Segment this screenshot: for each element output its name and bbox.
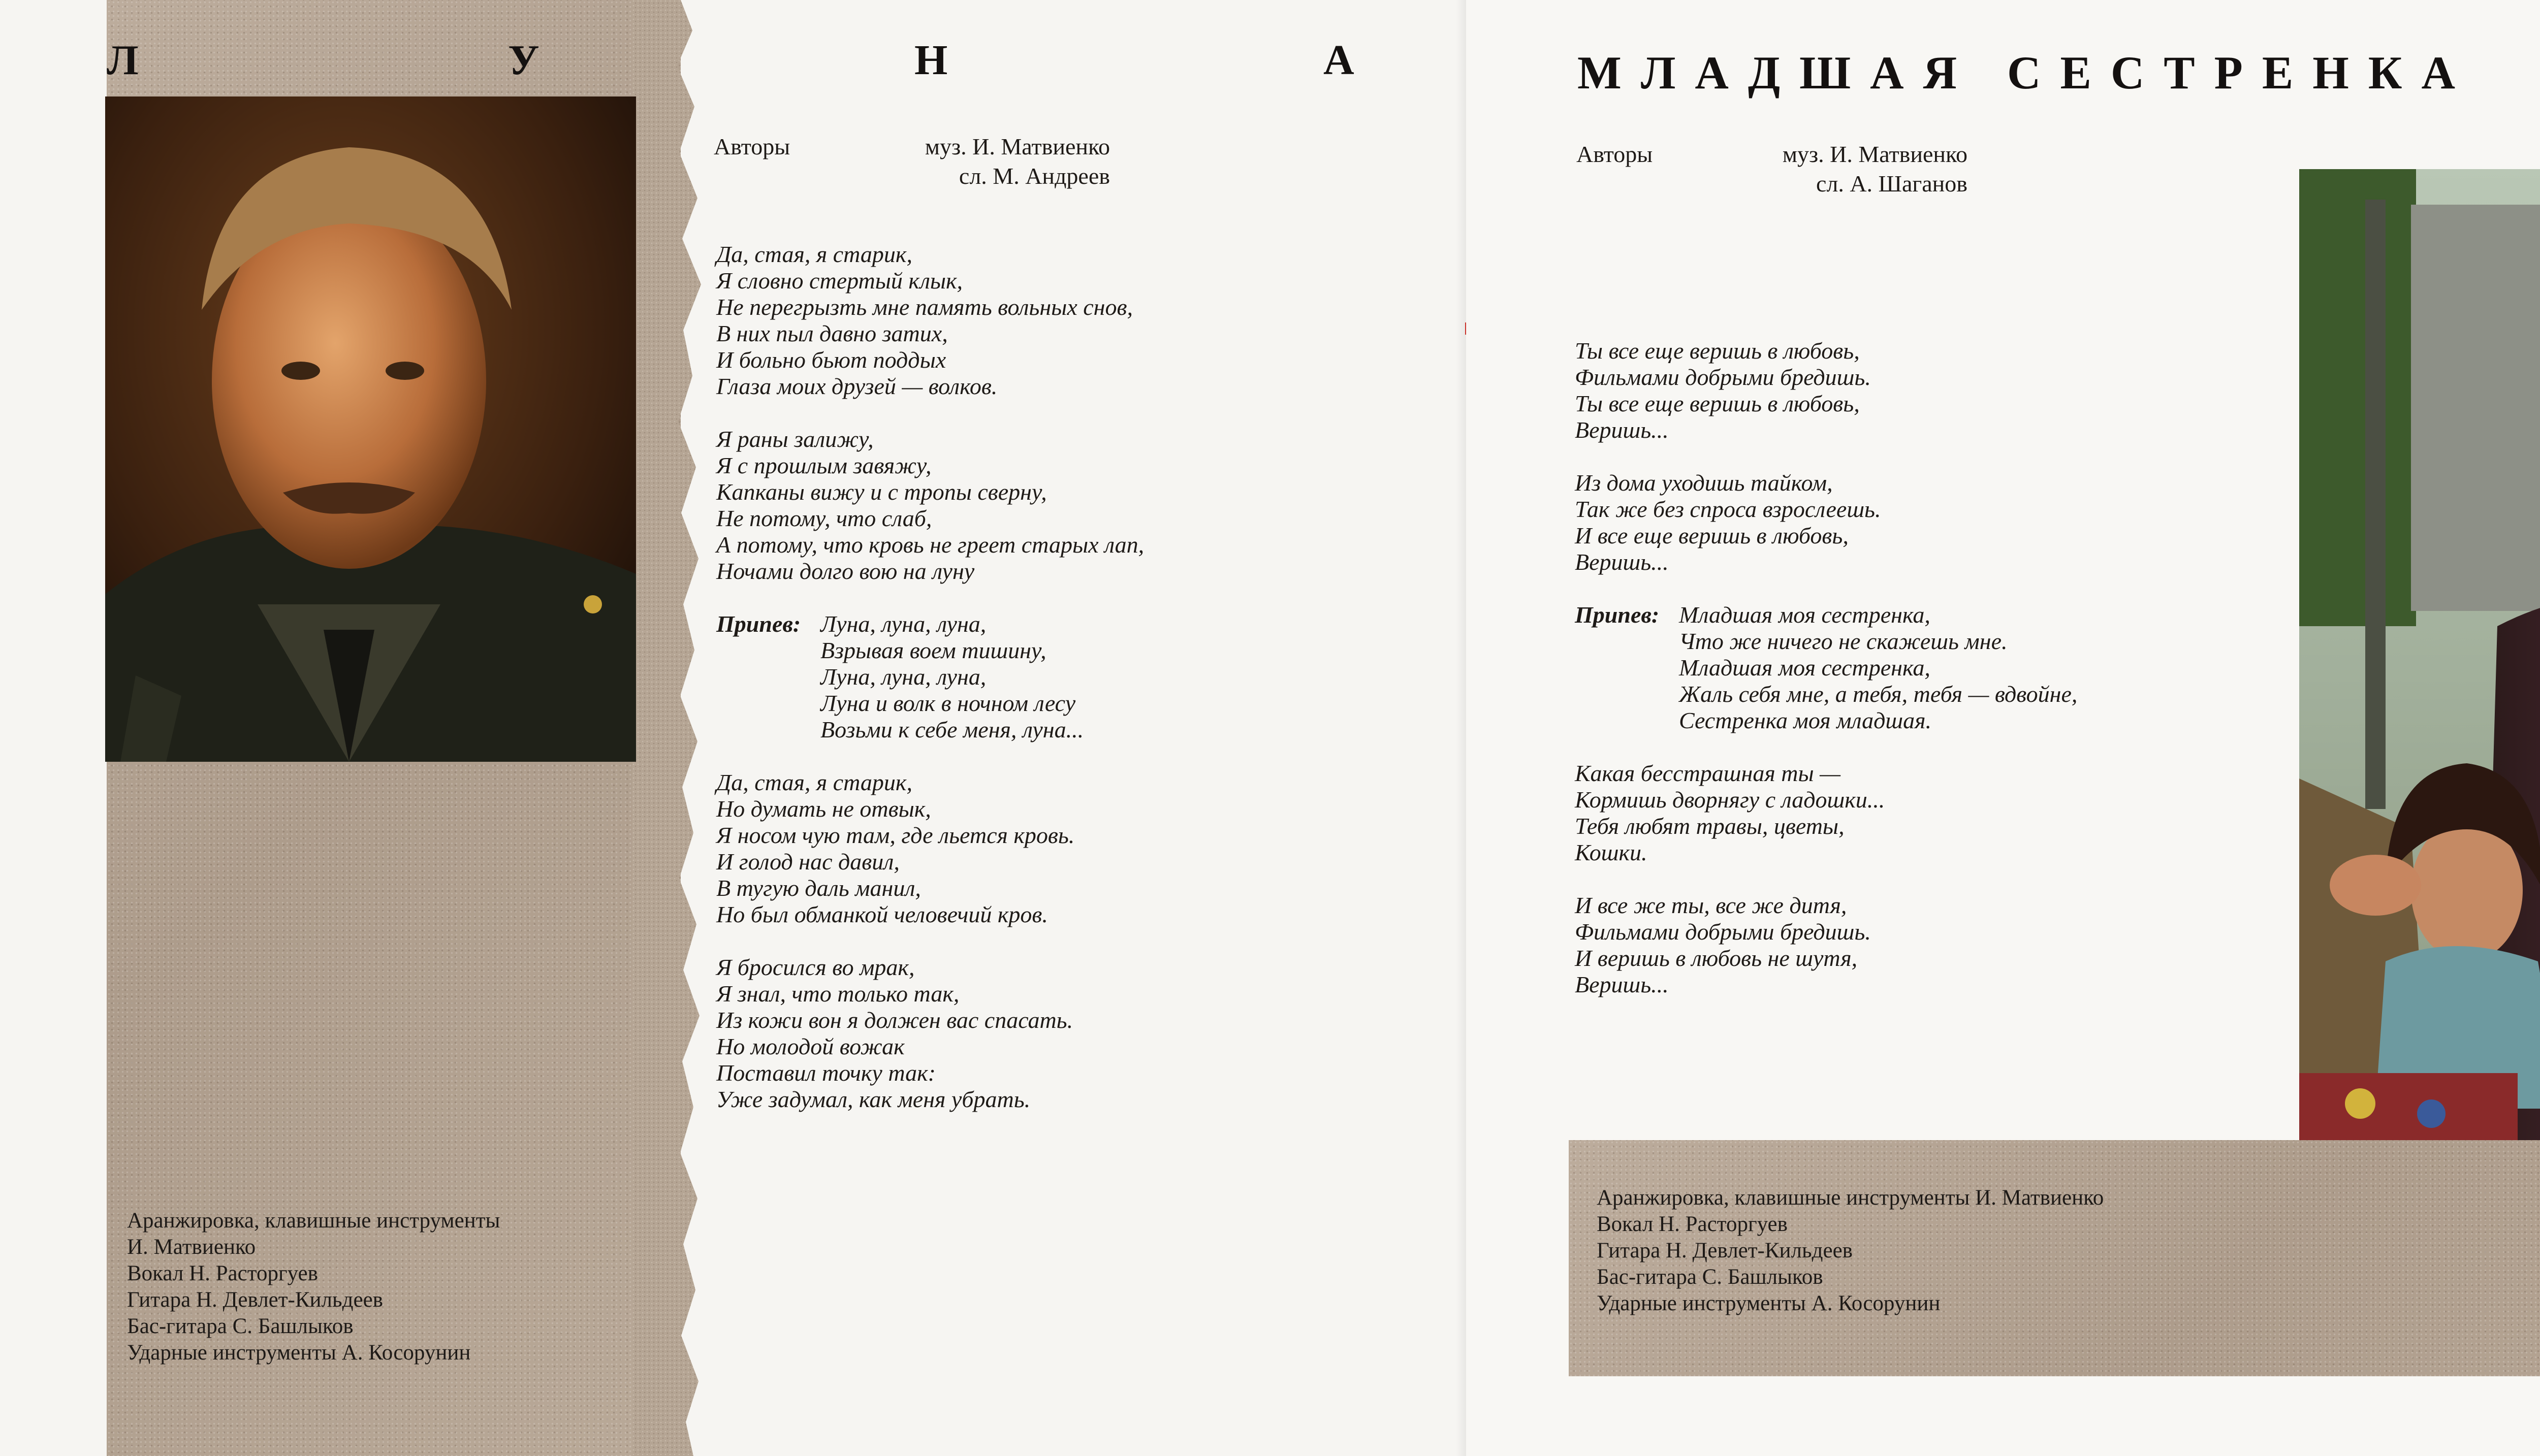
- portrait-photo-man-in-uniform: [105, 96, 636, 762]
- lyric-line: Из кожи вон я должен вас спасать.: [716, 1007, 1073, 1033]
- song-title: МЛАДШАЯ СЕСТРЕНКА: [1577, 47, 2474, 99]
- lyric-line: Ночами долго вою на луну: [716, 558, 975, 584]
- photo-man-and-girl: [2299, 169, 2540, 1147]
- lyric-line: И веришь в любовь не шутя,: [1575, 945, 1858, 971]
- credit-line: И. Матвиенко: [127, 1235, 256, 1259]
- chorus-line: Возьми к себе меня, луна...: [820, 717, 1084, 742]
- lyric-line: И все еще веришь в любовь,: [1575, 523, 1849, 548]
- authors-label: Авторы: [1576, 141, 1653, 167]
- chorus-line: Луна, луна, луна,: [820, 664, 987, 690]
- credit-line: Аранжировка, клавишные инструменты: [127, 1209, 500, 1233]
- lyric-line: Из дома уходишь тайком,: [1575, 470, 1833, 496]
- lyric-line: Кошки.: [1575, 839, 1647, 865]
- lyrics-stanza: [1575, 892, 2235, 998]
- chorus-line: Что же ничего не скажешь мне.: [1679, 628, 2008, 654]
- credit-line: Бас-гитара С. Башлыков: [127, 1314, 354, 1338]
- lyric-line: Не потому, что слаб,: [716, 505, 932, 531]
- lyric-line: Веришь...: [1575, 417, 1669, 443]
- lyricist-credit: сл. А. Шаганов: [1816, 171, 1967, 197]
- title-letter-3: Н: [914, 37, 948, 84]
- title-letter-4: А: [1323, 37, 1354, 84]
- lyric-line: И больно бьют поддых: [716, 347, 946, 373]
- lyric-line: И все же ты, все же дитя,: [1575, 892, 1847, 918]
- lyric-line: Веришь...: [1575, 972, 1669, 997]
- lyric-line: И голод нас давил,: [716, 849, 900, 875]
- lyric-line: Фильмами добрыми бредишь.: [1575, 364, 1871, 390]
- credit-line: Ударные инструменты А. Косорунин: [1597, 1291, 1941, 1315]
- credit-line: Вокал Н. Расторгуев: [1597, 1212, 1788, 1236]
- lyric-line: Я словно стертый клык,: [716, 268, 963, 294]
- title-letter-2: У: [508, 37, 539, 84]
- chorus-line: Луна, луна, луна,: [820, 611, 987, 637]
- lyric-line: Но молодой вожак: [716, 1033, 905, 1059]
- credit-line: Гитара Н. Девлет-Кильдеев: [1597, 1239, 1853, 1263]
- chorus-line: Жаль себя мне, а тебя, тебя — вдвойне,: [1679, 681, 2078, 707]
- lyric-line: Да, стая, я старик,: [716, 241, 912, 267]
- lyrics-stanza: [716, 241, 1224, 400]
- credit-line: Ударные инструменты А. Косорунин: [127, 1341, 471, 1365]
- chorus-line: Сестренка моя младшая.: [1679, 707, 1932, 733]
- chorus-block: [1575, 602, 2235, 734]
- composer-credit: муз. И. Матвиенко: [1782, 141, 1967, 167]
- lyric-line: Да, стая, я старик,: [716, 769, 912, 795]
- lyric-line: Я бросился во мрак,: [716, 954, 915, 980]
- lyric-line: Капканы вижу и с тропы сверну,: [716, 479, 1047, 505]
- chorus-label: Припев:: [1575, 602, 1660, 628]
- song-lyrics: [1575, 338, 2235, 1024]
- chorus-line: Младшая моя сестренка,: [1679, 602, 1930, 628]
- credit-line: Бас-гитара С. Башлыков: [1597, 1265, 1823, 1289]
- lyric-line: Так же без спроса взрослеешь.: [1575, 496, 1881, 522]
- lyrics-stanza: [716, 954, 1224, 1113]
- song-lyrics: [716, 241, 1224, 1139]
- performer-credits: [1597, 1185, 2104, 1317]
- title-letter-1: Л: [107, 37, 139, 84]
- lyric-line: Ты все еще веришь в любовь,: [1575, 391, 1860, 416]
- lyricist-credit: сл. М. Андреев: [959, 163, 1110, 189]
- lyric-line: Я раны залижу,: [716, 426, 874, 452]
- lyric-line: Я носом чую там, где льется кровь.: [716, 822, 1075, 848]
- chorus-line: Младшая моя сестренка,: [1679, 655, 1930, 681]
- lyric-line: Я знал, что только так,: [716, 981, 960, 1007]
- lyric-line: Но был обманкой человечий кров.: [716, 901, 1048, 927]
- chorus-line: Луна и волк в ночном лесу: [820, 690, 1076, 716]
- chorus-block: [716, 611, 1224, 743]
- lyric-line: Но думать не отвык,: [716, 796, 931, 822]
- song-authors: [1576, 140, 1967, 201]
- lyric-line: Ты все еще веришь в любовь,: [1575, 338, 1860, 364]
- chorus-line: Взрывая воем тишину,: [820, 637, 1046, 663]
- lyric-line: Фильмами добрыми бредишь.: [1575, 919, 1871, 945]
- lyrics-stanza: [1575, 760, 2235, 866]
- lyric-line: Уже задумал, как меня убрать.: [716, 1086, 1031, 1112]
- chorus-label: Припев:: [716, 611, 801, 637]
- lyric-line: В тугую даль манил,: [716, 875, 921, 901]
- lyric-line: Я с прошлым завяжу,: [716, 452, 932, 478]
- credit-line: Вокал Н. Расторгуев: [127, 1261, 318, 1285]
- credit-line: Гитара Н. Девлет-Кильдеев: [127, 1288, 383, 1312]
- lyric-line: Глаза моих друзей — волков.: [716, 373, 998, 399]
- performer-credits: [127, 1208, 500, 1366]
- lyric-line: Не перегрызть мне память вольных снов,: [716, 294, 1133, 320]
- lyric-line: Какая бесстрашная ты —: [1575, 760, 1841, 786]
- torn-paper-edge: [632, 0, 704, 1456]
- lyric-line: Веришь...: [1575, 549, 1669, 575]
- lyric-line: Кормишь дворнягу с ладошки...: [1575, 787, 1885, 813]
- lyric-line: Поставил точку так:: [716, 1060, 936, 1086]
- lyric-line: Тебя любят травы, цветы,: [1575, 813, 1845, 839]
- lyric-line: А потому, что кровь не греет старых лап,: [716, 532, 1145, 558]
- authors-label: Авторы: [714, 134, 790, 159]
- lyric-line: В них пыл давно затих,: [716, 320, 948, 346]
- composer-credit: муз. И. Матвиенко: [925, 134, 1110, 159]
- song-authors: [714, 132, 1110, 193]
- lyrics-stanza: [716, 426, 1224, 585]
- lyrics-stanza: [716, 769, 1224, 928]
- right-page: [1466, 0, 2540, 1456]
- credit-line: Аранжировка, клавишные инструменты И. Матвиенко: [1597, 1186, 2104, 1210]
- lyrics-stanza: [1575, 470, 2235, 575]
- lyrics-stanza: [1575, 338, 2235, 443]
